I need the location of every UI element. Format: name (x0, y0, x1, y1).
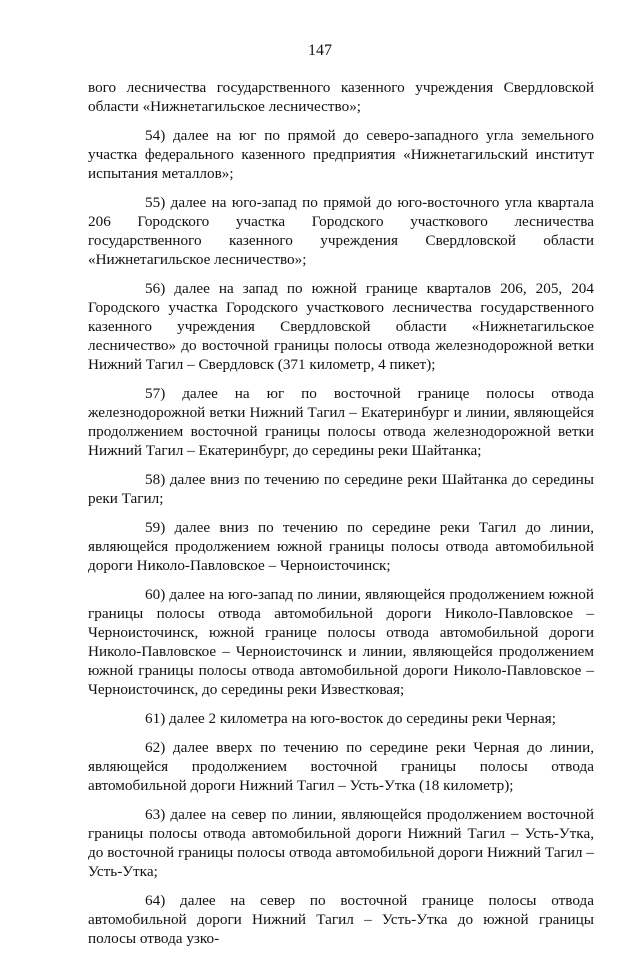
paragraph-item-58: 58) далее вниз по течению по середине реки Шайтанка до середины реки Тагил; (88, 471, 594, 507)
paragraph-item-64: 64) далее на север по восточной границе полосы отвода автомобильной дороги Нижний Тагил – Усть-Утка до южной границы полосы отвода узко- (88, 892, 594, 947)
paragraph-item-60: 60) далее на юго-запад по линии, являющейся продолжением южной границы полосы отвода автомобильной дороги Николо-Павловское – Черноисточинск, южной границе полосы отвода автомобильной дороги Николо-Павловское – Черноисточинск и линии, являющейся продолжением южной границы полосы отвода автомобильной дороги Николо-Павловское – Черноисточинск, до середины реки Известковая; (88, 586, 594, 698)
page-number: 147 (308, 42, 332, 59)
document-body (88, 78, 594, 958)
paragraph-item-54: 54) далее на юг по прямой до северо-западного угла земельного участка федерального казенного предприятия «Нижнетагильский институт испытания металлов»; (88, 127, 594, 182)
paragraph-item-61: 61) далее 2 километра на юго-восток до середины реки Черная; (145, 710, 556, 727)
paragraph-item-62: 62) далее вверх по течению по середине реки Черная до линии, являющейся продолжением восточной границы полосы отвода автомобильной дороги Нижний Тагил – Усть-Утка (18 километр); (88, 739, 594, 794)
paragraph-continuation: вого лесничества государственного казенного учреждения Свердловской области «Нижнетагильское лесничество»; (88, 79, 594, 115)
paragraph-item-63: 63) далее на север по линии, являющейся продолжением восточной границы полосы отвода автомобильной дороги Нижний Тагил – Усть-Утка, до восточной границы полосы отвода автомобильной дороги Нижний Тагил – Усть-Утка; (88, 806, 594, 880)
paragraph-item-56: 56) далее на запад по южной границе кварталов 206, 205, 204 Городского участка Городского участкового лесничества государственного казенного учреждения Свердловской области «Нижнетагильское лесничество» до восточной границы полосы отвода железнодорожной ветки Нижний Тагил – Свердловск (371 километр, 4 пикет); (88, 280, 594, 373)
paragraph-item-55: 55) далее на юго-запад по прямой до юго-восточного угла квартала 206 Городского участка Городского участкового лесничества государственного казенного учреждения Свердловской области «Нижнетагильское лесничество»; (88, 194, 594, 268)
paragraph-item-59: 59) далее вниз по течению по середине реки Тагил до линии, являющейся продолжением южной границы полосы отвода автомобильной дороги Николо-Павловское – Черноисточинск; (88, 519, 594, 574)
paragraph-item-57: 57) далее на юг по восточной границе полосы отвода железнодорожной ветки Нижний Тагил – Екатеринбург и линии, являющейся продолжением восточной границы полосы отвода железнодорожной ветки Нижний Тагил – Екатеринбург, до середины реки Шайтанка; (88, 385, 594, 459)
